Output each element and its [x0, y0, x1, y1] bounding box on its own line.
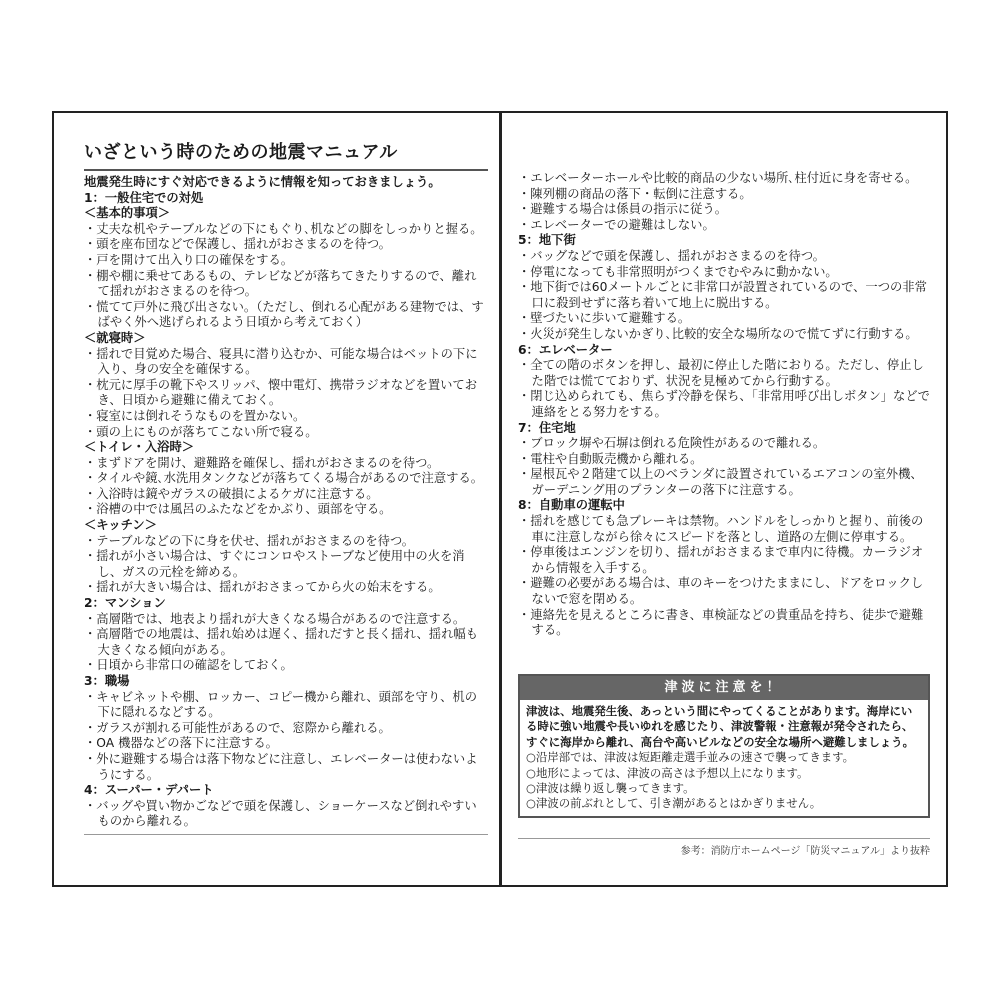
- list-item: ・バッグや買い物かごなどで頭を保護し、ショーケースなど倒れやすいものから離れる。: [84, 798, 477, 829]
- section-heading: 2：マンション: [84, 596, 166, 611]
- subsection-heading: ＜就寝時＞: [84, 330, 146, 345]
- list-item: ・ブロック塀や石塀は倒れる危険性があるので離れる。: [518, 436, 826, 451]
- list-item: ・まずドアを開け、避難路を確保し、揺れがおさまるのを待つ。: [84, 455, 440, 470]
- right-column: [518, 171, 930, 639]
- list-item: ・入浴時は鏡やガラスの破損によるケガに注意する。: [84, 486, 379, 501]
- list-item: ・火災が発生しないかぎり､比較的安全な場所なので慌てずに行動する。: [518, 326, 918, 341]
- list-item: ・頭を座布団などで保護し、揺れがおさまるのを待つ。: [84, 237, 391, 252]
- list-item: ・戸を開けて出入り口の確保をする。: [84, 252, 294, 267]
- list-item: ・浴槽の中では風呂のふたなどをかぶり、頭部を守る。: [84, 502, 392, 517]
- list-item: ・慌てて戸外に飛び出さない。（ただし、倒れる心配がある建物では、すばやく外へ逃げられるよう日頃から考えておく）: [84, 299, 484, 330]
- tsunami-point: ○沿岸部では、津波は短距離走選手並みの速さで襲ってきます。: [526, 750, 854, 765]
- list-item: ・ガラスが割れる可能性があるので、窓際から離れる。: [84, 720, 391, 735]
- subsection-heading: ＜基本的事項＞: [84, 206, 171, 221]
- list-item: ・電柱や自動販売機から離れる。: [518, 451, 703, 466]
- list-item: ・バッグなどで頭を保護し、揺れがおさまるのを待つ。: [518, 248, 825, 263]
- list-item: ・高層階では、地表より揺れが大きくなる場合があるので注意する。: [84, 611, 466, 626]
- list-item: ・停電になっても非常照明がつくまでむやみに動かない。: [518, 264, 838, 279]
- list-item: ・揺れで目覚めた場合、寝具に潜り込むか、可能な場合はベットの下に入り、身の安全を確保する。: [84, 346, 478, 377]
- list-item: ・避難の必要がある場合は、車のキーをつけたままにし、ドアをロックしないで窓を閉める。: [518, 576, 924, 607]
- page-fold-divider: [499, 111, 502, 887]
- list-item: ・枕元に厚手の靴下やスリッパ、懐中電灯、携帯ラジオなどを置いておき、日頃から避難に備えておく。: [84, 377, 478, 408]
- list-item: ・丈夫な机やテーブルなどの下にもぐり､机などの脚をしっかりと握る。: [84, 221, 483, 236]
- list-item: ・高層階での地震は、揺れ始めは遅く、揺れだすと長く揺れ、揺れ幅も大きくなる傾向がある。: [84, 627, 478, 657]
- section-heading: 1：一般住宅での対処: [84, 190, 204, 205]
- tsunami-lead: 津波は、地震発生後、あっという間にやってくることがあります。海岸にいる時に強い地震や長いゆれを感じたり、津波警報・注意報が発令されたら、すぐに海岸から離れ、高台や高いビルなどの安全な場所へ避難しましょう。: [526, 704, 914, 749]
- left-bottom-rule: [84, 834, 488, 835]
- section-heading: 3：職場: [84, 674, 130, 688]
- list-item: ・テーブルなどの下に身を伏せ、揺れがおさまるのを待つ。: [84, 533, 415, 548]
- tsunami-heading: 津波に注意を！: [520, 676, 928, 700]
- list-item: ・避難する場合は係員の指示に従う。: [518, 202, 728, 217]
- list-item: ・連絡先を見えるところに書き、車検証などの貴重品を持ち、徒歩で避難する。: [518, 607, 924, 638]
- list-item: ・陳列棚の商品の落下・転倒に注意する。: [518, 186, 752, 201]
- list-item: ・揺れを感じても急ブレーキは禁物。ハンドルをしっかりと握り、前後の車に注意しながら徐々にスピードを落とし、道路の左側に停車する。: [518, 514, 924, 544]
- list-item: ・壁づたいに歩いて避難する。: [518, 311, 691, 326]
- tsunami-point: ○津波の前ぶれとして、引き潮があるとはかぎりません。: [526, 796, 822, 811]
- subsection-heading: ＜キッチン＞: [84, 518, 157, 533]
- list-item: ・閉じ込められても、焦らず冷静を保ち、「非常用呼び出しボタン」などで連絡をとる努力をする。: [518, 389, 930, 419]
- list-item: ・地下街では60メートルごとに非常口が設置されているので、一つの非常口に殺到せずに落ち着いて地上に脱出する。: [518, 280, 927, 310]
- list-item: ・揺れが小さい場合は、すぐにコンロやストーブなど使用中の火を消し、ガスの元栓を締める。: [84, 549, 465, 579]
- list-item: ・エレベーターホールや比較的商品の少ない場所､柱付近に身を寄せる。: [518, 171, 918, 185]
- section-heading: 7：住宅地: [518, 420, 576, 435]
- list-item: ・全ての階のボタンを押し、最初に停止した階におりる。ただし、停止した階では慌てておりず、状況を見極めてから行動する。: [518, 358, 924, 388]
- tsunami-warning-box: [518, 674, 930, 818]
- list-item: ・エレベーターでの避難はしない。: [518, 217, 715, 232]
- section-heading: 5：地下街: [518, 233, 576, 248]
- list-item: ・屋根瓦や２階建て以上のベランダに設置されているエアコンの室外機、ガーデニング用のプランターの落下に注意する。: [518, 467, 923, 497]
- left-column: [84, 140, 488, 835]
- list-item: ・日頃から非常口の確認をしておく。: [84, 658, 293, 673]
- list-item: ・寝室には倒れそうなものを置かない。: [84, 408, 306, 423]
- list-item: ・タイルや鏡､水洗用タンクなどが落ちてくる場合があるので注意する。: [84, 471, 484, 486]
- intro-text: 地震発生時にすぐ対応できるように情報を知っておきましょう。: [84, 175, 441, 189]
- list-item: ・停車後はエンジンを切り、揺れがおさまるまで車内に待機。カーラジオから情報を入手する。: [518, 545, 924, 575]
- reference-note: 参考：消防庁ホームページ「防災マニュアル」より抜粋: [518, 838, 930, 857]
- list-item: ・棚や棚に乗せてあるもの、テレビなどが落ちてきたりするので、離れて揺れがおさまるのを待つ。: [84, 268, 477, 299]
- section-heading: 8：自動車の運転中: [518, 498, 625, 513]
- section-heading: 4：スーパー・デパート: [84, 783, 214, 798]
- list-item: ・OA 機器などの落下に注意する。: [84, 736, 278, 751]
- left-content-list: [84, 191, 488, 830]
- right-content-list: [518, 171, 930, 639]
- list-item: ・頭の上にものが落ちてこない所で寝る。: [84, 424, 318, 439]
- list-item: ・外に避難する場合は落下物などに注意し、エレベーターは使わないようにする。: [84, 751, 478, 782]
- list-item: ・キャビネットや棚、ロッカー、コピー機から離れ、頭部を守り、机の下に隠れるなどする。: [84, 689, 478, 720]
- tsunami-point: ○津波は繰り返し襲ってきます。: [526, 781, 695, 796]
- subsection-heading: ＜トイレ・入浴時＞: [84, 440, 195, 455]
- list-item: ・揺れが大きい場合は、揺れがおさまってから火の始末をする。: [84, 580, 441, 595]
- tsunami-body: [520, 700, 928, 816]
- page-title: いざという時のための地震マニュアル: [84, 140, 488, 171]
- tsunami-point: ○地形によっては、津波の高さは予想以上になります。: [526, 765, 809, 780]
- section-heading: 6：エレベーター: [518, 342, 613, 357]
